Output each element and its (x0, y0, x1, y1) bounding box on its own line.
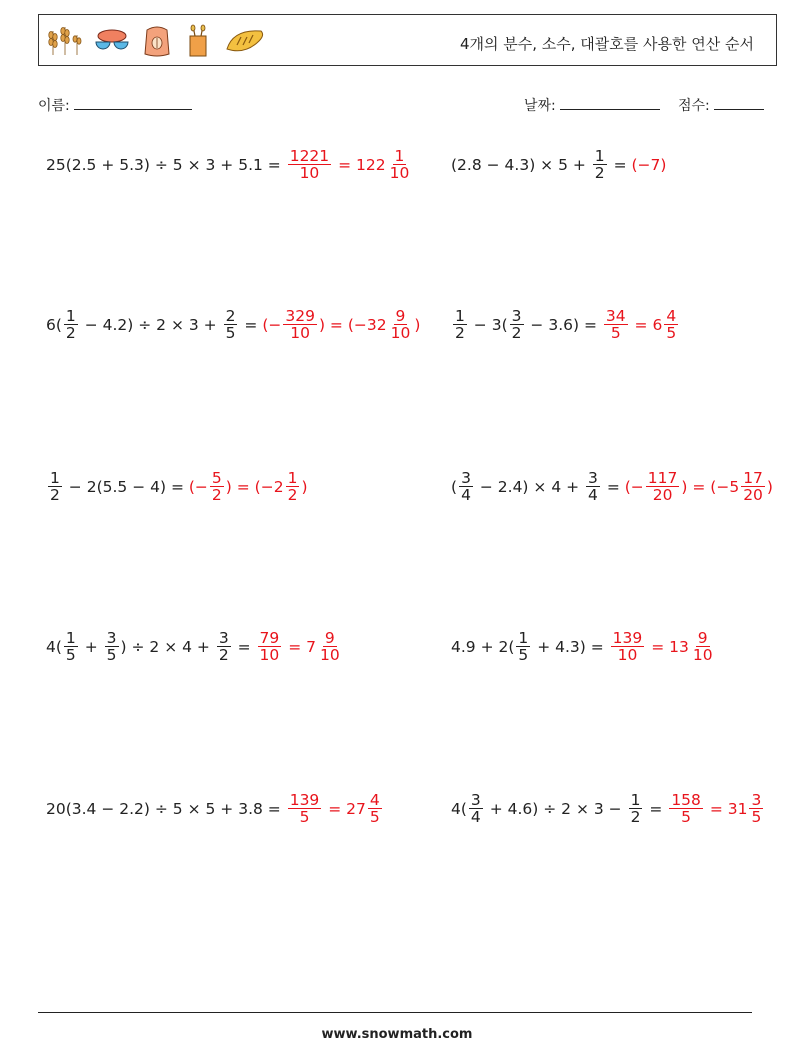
worksheet-title: 4개의 분수, 소수, 대괄호를 사용한 연산 순서 (459, 35, 754, 53)
answer-fraction (283, 308, 317, 342)
problem-2 (451, 148, 666, 182)
expr-text: − 2.4) × 4 + (474, 477, 585, 496)
numerator: 1 (518, 629, 529, 647)
fraction (459, 470, 473, 504)
answer-text: ) = (−5 (681, 477, 740, 496)
denominator: 4 (588, 486, 598, 505)
denominator: 10 (319, 646, 340, 665)
footer-divider (38, 1012, 752, 1013)
wheat-icon (45, 25, 83, 57)
denominator: 2 (218, 646, 229, 665)
expr-text: − 2(5.5 − 4) = (63, 477, 189, 496)
numerator: 34 (605, 307, 626, 325)
fraction (586, 470, 600, 504)
numerator: 117 (647, 469, 678, 487)
numerator: 3 (470, 791, 481, 809)
answer-text: ) = (−2 (225, 477, 284, 496)
fraction (105, 630, 119, 664)
expr-text: = (608, 155, 632, 174)
answer-fraction (288, 792, 322, 826)
answer-text: = 13 (646, 637, 689, 656)
denominator: 5 (610, 324, 621, 343)
denominator: 5 (681, 808, 692, 827)
numerator: 158 (671, 791, 701, 809)
denominator: 10 (299, 164, 320, 183)
numerator: 9 (324, 629, 335, 647)
numerator: 1 (50, 469, 60, 487)
answer-fraction (741, 470, 765, 504)
denominator: 10 (692, 646, 713, 665)
denominator: 5 (106, 646, 117, 665)
denominator: 5 (518, 646, 529, 665)
date-field (524, 95, 660, 115)
denominator: 2 (455, 324, 465, 343)
expr-text: − 4.2) ÷ 2 × 3 + (79, 315, 222, 334)
denominator: 5 (369, 808, 380, 827)
numerator: 17 (743, 469, 763, 487)
denominator: 20 (652, 486, 673, 505)
problem-5 (46, 470, 308, 504)
numerator: 139 (612, 629, 643, 647)
numerator: 1 (594, 147, 605, 165)
answer-fraction (691, 630, 715, 664)
answer-text: ) (414, 315, 421, 334)
date-label: 날짜: (524, 98, 556, 114)
numerator: 1 (394, 147, 405, 165)
expr-text: + (79, 637, 103, 656)
denominator: 5 (299, 808, 310, 827)
answer-fraction (288, 148, 331, 182)
denominator: 5 (65, 646, 76, 665)
numerator: 1 (65, 629, 76, 647)
numerator: 3 (511, 307, 522, 325)
numerator: 79 (259, 629, 280, 647)
answer-fraction (318, 630, 342, 664)
numerator: 9 (697, 629, 708, 647)
numerator: 139 (289, 791, 320, 809)
fraction (48, 470, 62, 504)
expr-text: − 3.6) = (525, 315, 602, 334)
denominator: 10 (259, 646, 280, 665)
numerator: 1 (65, 307, 76, 325)
answer-fraction (749, 792, 763, 826)
name-label: 이름: (38, 98, 70, 114)
answer-fraction (286, 470, 300, 504)
answer-text: = 122 (333, 155, 386, 174)
problem-8 (451, 630, 717, 664)
answer-fraction (669, 792, 703, 826)
score-label: 점수: (678, 98, 710, 114)
problem-9 (46, 792, 384, 826)
denominator: 2 (211, 486, 222, 505)
fraction (516, 630, 530, 664)
numerator: 4 (369, 791, 380, 809)
expr-text: = (644, 799, 668, 818)
expr-text: 6( (46, 315, 62, 334)
answer-fraction (646, 470, 680, 504)
problem-4 (451, 308, 680, 342)
expr-text: 4( (46, 637, 62, 656)
denominator: 10 (390, 324, 411, 343)
header-icons (45, 23, 267, 59)
flour-sack-icon (141, 24, 173, 58)
denominator: 4 (470, 808, 481, 827)
denominator: 10 (389, 164, 410, 183)
name-blank[interactable] (74, 95, 192, 110)
expr-text: = (601, 477, 625, 496)
problem-3 (46, 308, 420, 342)
denominator: 2 (65, 324, 76, 343)
numerator: 3 (106, 629, 117, 647)
numerator: 1221 (289, 147, 330, 165)
expr-text: 4( (451, 799, 467, 818)
expr-text: = (232, 637, 256, 656)
numerator: 1 (287, 469, 298, 487)
answer-text: = 31 (704, 799, 748, 818)
numerator: 3 (218, 629, 229, 647)
numerator: 4 (666, 307, 677, 325)
expr-text: (2.8 − 4.3) × 5 + (451, 155, 591, 174)
answer-text: (−7) (631, 155, 667, 174)
answer-text: = 7 (283, 637, 316, 656)
denominator: 20 (743, 486, 763, 505)
numerator: 3 (461, 469, 471, 487)
answer-text: (− (262, 315, 282, 334)
fraction (453, 308, 467, 342)
numerator: 3 (588, 469, 598, 487)
worksheet-header (38, 14, 777, 66)
denominator: 10 (617, 646, 638, 665)
answer-fraction (258, 630, 282, 664)
fraction (629, 792, 643, 826)
footer-url: www.snowmath.com (321, 1027, 473, 1042)
bowls-icon (93, 25, 131, 57)
numerator: 1 (455, 307, 465, 325)
fraction (64, 308, 78, 342)
date-blank[interactable] (560, 95, 660, 110)
expr-text: = (239, 315, 263, 334)
name-field (38, 95, 192, 115)
answer-fraction (611, 630, 645, 664)
numerator: 9 (395, 307, 406, 325)
numerator: 5 (211, 469, 222, 487)
score-blank[interactable] (714, 95, 764, 110)
answer-text: ) = (−32 (318, 315, 387, 334)
answer-text: (− (624, 477, 644, 496)
numerator: 2 (225, 307, 236, 325)
score-field (678, 95, 764, 115)
fraction (469, 792, 483, 826)
answer-text: ) (301, 477, 308, 496)
fraction (224, 308, 238, 342)
expr-text: ( (451, 477, 458, 496)
expr-text: ) ÷ 2 × 4 + (120, 637, 215, 656)
answer-fraction (388, 148, 412, 182)
denominator: 10 (290, 324, 311, 343)
expr-text: 20(3.4 − 2.2) ÷ 5 × 5 + 3.8 = (46, 799, 286, 818)
problem-7 (46, 630, 344, 664)
denominator: 2 (50, 486, 60, 505)
denominator: 2 (511, 324, 522, 343)
expr-text: 4.9 + 2( (451, 637, 515, 656)
problem-10 (451, 792, 765, 826)
answer-fraction (604, 308, 628, 342)
fraction (217, 630, 231, 664)
numerator: 329 (285, 307, 315, 325)
numerator: 1 (630, 791, 641, 809)
answer-text: (− (188, 477, 208, 496)
denominator: 2 (594, 164, 605, 183)
answer-text: ) (766, 477, 773, 496)
answer-fraction (368, 792, 382, 826)
answer-text: = 6 (629, 315, 663, 334)
denominator: 2 (287, 486, 298, 505)
bread-icon (223, 25, 267, 57)
answer-fraction (664, 308, 678, 342)
fraction (593, 148, 607, 182)
denominator: 5 (666, 324, 677, 343)
denominator: 2 (630, 808, 641, 827)
expr-text: − 3( (468, 315, 508, 334)
denominator: 4 (461, 486, 471, 505)
answer-fraction (210, 470, 224, 504)
numerator: 3 (751, 791, 762, 809)
problem-6 (451, 470, 773, 504)
wheat-bag-icon (183, 24, 213, 58)
fraction (64, 630, 78, 664)
answer-text: = 27 (323, 799, 366, 818)
problem-1 (46, 148, 413, 182)
expr-text: + 4.3) = (532, 637, 609, 656)
answer-fraction (389, 308, 413, 342)
expr-text: 25(2.5 + 5.3) ÷ 5 × 3 + 5.1 = (46, 155, 286, 174)
denominator: 5 (225, 324, 236, 343)
expr-text: + 4.6) ÷ 2 × 3 − (484, 799, 627, 818)
denominator: 5 (751, 808, 762, 827)
fraction (510, 308, 524, 342)
